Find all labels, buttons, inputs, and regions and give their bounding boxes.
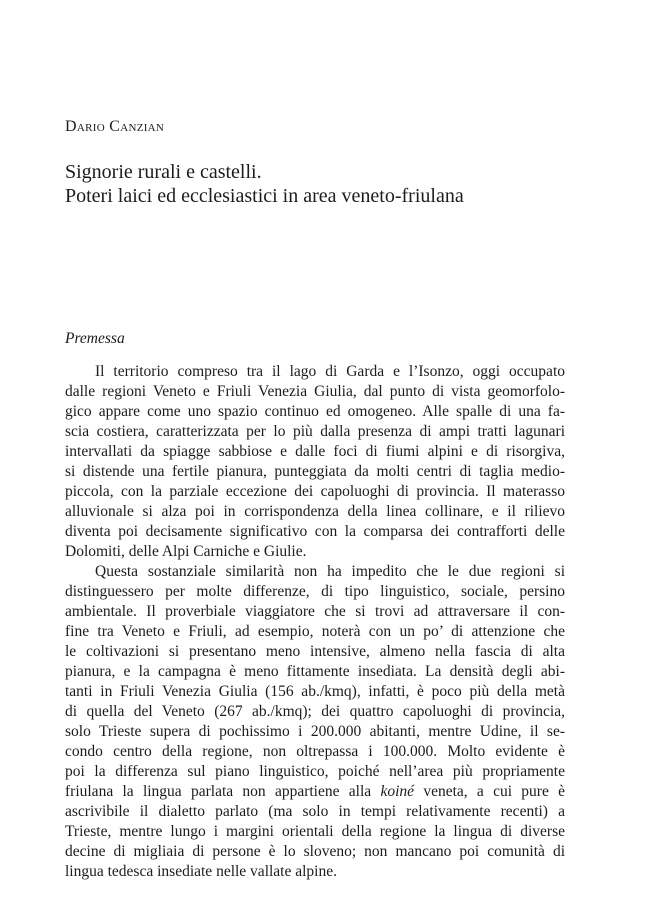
text-line: solo Trieste supera di pochissimo i 200.000 abitanti, mentre Udine, il se- <box>65 723 565 740</box>
body-text <box>65 362 565 882</box>
text-line: alluvionale si alza poi in corrispondenza della linea collinare, e il rilievo <box>65 503 565 520</box>
title-line-2: Poteri laici ed ecclesiastici in area veneto-friulana <box>65 185 464 207</box>
text-line: Trieste, mentre lungo i margini orientali della regione la lingua di diverse <box>65 823 565 840</box>
text-line: diventa poi decisamente significativo con la comparsa dei contrafforti delle <box>65 523 565 540</box>
document-page <box>65 0 565 910</box>
text-line: dalle regioni Veneto e Friuli Venezia Giulia, dal punto di vista geomorfolo- <box>65 383 565 400</box>
text-line: gico appare come uno spazio continuo ed omogeneo. Alle spalle di una fa- <box>65 403 565 420</box>
article-title <box>65 160 464 208</box>
koine-after: veneta, a cui pure è <box>414 783 566 800</box>
text-line: condo centro della regione, non oltrepassa i 100.000. Molto evidente è <box>65 743 565 760</box>
text-line: le coltivazioni si presentano meno intensive, almeno nella fascia di alta <box>65 643 565 660</box>
section-heading: Premessa <box>65 330 125 347</box>
text-line: si distende una fertile pianura, punteggiata da molti centri di taglia medio- <box>65 463 565 480</box>
paragraph-2 <box>65 562 565 882</box>
text-line: decine di migliaia di persone è lo sloveno; non mancano poi comunità di <box>65 843 565 860</box>
koine-before: friulana la lingua parlata non appartiene alla <box>65 783 381 800</box>
title-line-1: Signorie rurali e castelli. <box>65 161 262 183</box>
text-line: fine tra Veneto e Friuli, ad esempio, noterà con un po’ di attenzione che <box>65 623 565 640</box>
paragraph-1 <box>65 362 565 562</box>
text-line: intervallati da spiagge sabbiose e dalle foci di fiumi alpini e di risorgiva, <box>65 443 565 460</box>
text-line: distinguessero per molte differenze, di tipo linguistico, sociale, persino <box>65 583 565 600</box>
text-line: Questa sostanziale similarità non ha impedito che le due regioni si <box>95 563 565 580</box>
author-name: Dario Canzian <box>65 118 165 135</box>
text-line: lingua tedesca insediate nelle vallate alpine. <box>65 863 337 880</box>
text-line: pianura, e la campagna è meno fittamente insediata. La densità degli abi- <box>65 663 565 680</box>
text-line: Il territorio compreso tra il lago di Garda e l’Isonzo, oggi occupato <box>95 363 565 380</box>
text-line: ambientale. Il proverbiale viaggiatore che si trovi ad attraversare il con- <box>65 603 565 620</box>
text-line: tanti in Friuli Venezia Giulia (156 ab./kmq), infatti, è poco più della metà <box>65 683 565 700</box>
koine-word: koiné <box>380 783 415 800</box>
text-line-koine <box>65 782 565 802</box>
text-line: piccola, con la parziale eccezione dei capoluoghi di provincia. Il materasso <box>65 483 565 500</box>
text-line: ascrivibile il dialetto parlato (ma solo in tempi relativamente recenti) a <box>65 803 565 820</box>
text-line: scia costiera, caratterizzata per lo più dalla presenza di ampi tratti lagunari <box>65 423 565 440</box>
text-line: di quella del Veneto (267 ab./kmq); dei quattro capoluoghi di provincia, <box>65 703 565 720</box>
text-line: poi la differenza sul piano linguistico, poiché nell’area più propriamente <box>65 763 565 780</box>
text-line: Dolomiti, delle Alpi Carniche e Giulie. <box>65 543 307 560</box>
